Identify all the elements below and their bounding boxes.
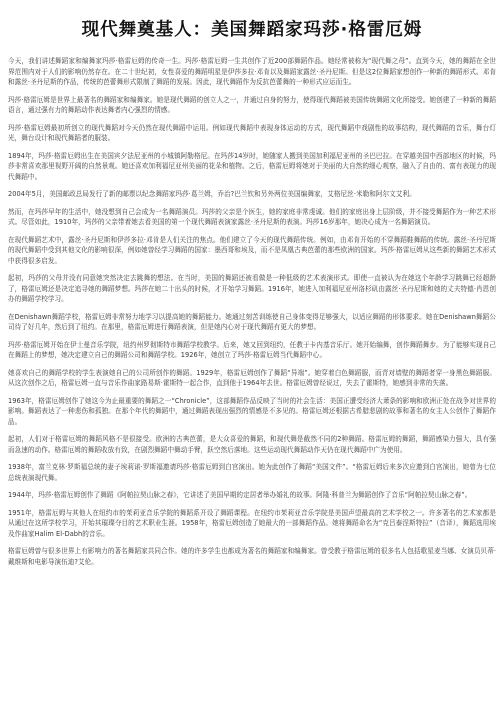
- article-body: [8, 56, 496, 567]
- article-paragraph: 1944年，玛莎·格雷厄姆创作了舞蹈《阿帕拉契山脉之春》，它讲述了美国早期的定居者举办婚礼的故事。阿隆·科普兰为舞蹈创作了音乐“阿帕拉契山脉之春”。: [8, 491, 472, 500]
- article-paragraph: 玛莎·格雷厄姆最初所创立的现代舞蹈对今天仍然在现代舞蹈中运用。例如现代舞蹈中表现身体运动的方式，现代舞蹈中戏剧性的故事结构，现代舞蹈的音乐，舞台灯光，舞台设计和现代舞蹈者的服装。: [8, 123, 496, 143]
- article-paragraph: 她喜欢自己的舞蹈学校的学生表演她自己的公司所创作的舞蹈。1929年，格雷厄姆创作了舞蹈“异端”。她穿着白色舞蹈服，而青对墙壁的舞蹈者穿一身黑色舞蹈服。从这次创作之后，格雷厄姆一直与音乐作曲家路易斯·霍斯特一起合作，直到他于1964年去世。格雷厄姆曾经说过，失去了霍斯特，她感到非常的失落。: [8, 368, 496, 388]
- article-paragraph: 玛莎·格雷厄姆是世界上最著名的舞蹈家和编舞家。她是现代舞蹈的创立人之一，并通过自身的努力，使得现代舞蹈被美国传统舞蹈文化所接受。她创建了一种新的舞蹈语言，通过强有力的舞蹈动作表达舞者内心强烈的情感。: [8, 95, 496, 115]
- article-paragraph: 在现代舞蹈艺术中，露丝·圣丹尼斯和伊莎多拉·邓肯是人们关注的焦点。他们建立了今天的现代舞蹈传统。例如，由邓肯开始的不穿舞蹈鞋舞蹈的传统。露丝·圣丹尼斯的现代舞蹈中受到其他文化的影响很深，例如她曾经学习舞蹈的国家：墨西哥和埃及，而不是凤凰古典芭蕾的那些欧洲的国家。玛莎·格雷厄姆从这些新的舞蹈艺术形式中获得很多启发。: [8, 235, 496, 265]
- article-title: 现代舞奠基人：美国舞蹈家玛莎·格雷厄姆: [81, 20, 423, 40]
- article-paragraph: 在Denishawn舞蹈学校，格雷厄姆非常努力地学习以提高她的舞蹈能力。她通过刻苦训练使自己身体变得足够强大，以适应舞蹈的形体要求。她在Denishawn舞蹈公司待了好几年，然后到了纽约。在那里，格雷厄姆进行舞蹈表演，但是她内心对于现代舞蹈有更大的梦想。: [8, 312, 496, 332]
- article-paragraph: 1963年，格雷厄姆创作了她这今为止最重要的舞蹈之一“Chronicle”，这部舞蹈作品反映了当时的社会生活：美国正遭受经济大萧条的影响和欧洲正处在战争对世界的影响。舞蹈表达了一种悲伤和孤独。在那个年代的舞蹈中，通过舞蹈表现出强烈的情感是不多见的。格雷厄姆还根据古希腊悲剧的故事和著名的女主人公创作了舞蹈作品。: [8, 396, 496, 426]
- article-paragraph: 今天，我们讲述舞蹈家和编舞家玛莎·格雷厄姆的传奇一生。玛莎·格雷厄姆一生共创作了近200部舞蹈作品。她经常被称为“现代舞之母”。直到今天，她的舞蹈在全世界范围内对于人们的影响仍然存在。在二十世纪初，女性喜爱的舞蹈明星是伊莎多拉·邓肯以及舞蹈家露丝·圣丹尼斯。但是这2位舞蹈家想创作一种新的舞蹈形式。邓肯和露丝·圣丹尼斯的作品，传统的芭蕾舞形式限制了舞蹈的发展。因此，现代舞蹈作为反抗芭蕾舞的一种形式应运而生。: [8, 57, 496, 87]
- article-paragraph: 玛莎·格雷厄姆开始在伊士曼音乐学院，纽约州罗彻斯特市舞蹈学校教学。后来，她又回到纽约，任教于卡内基音乐厅。她开始编舞，创作舞蹈舞步。为了能够实现自己在舞蹈上的梦想，她决定建立自己的舞蹈公司和舞蹈学校。1926年，她创立了玛莎·格雷厄姆当代舞蹈中心。: [8, 340, 496, 360]
- article-paragraph: 2004年5月，美国邮政总局发行了新的邮票以纪念舞蹈家玛莎·葛兰姆，乔治?巴兰钦和另外两位美国编舞家，艾格尼丝·米勒和阿尔文艾利。: [8, 190, 416, 199]
- article-paragraph: 起初，人们对于格雷厄姆的舞蹈风格不是很接受。欧洲的古典芭蕾，是大众喜爱的舞蹈，和现代舞是截然不同的2种舞蹈。格雷厄姆的舞蹈，舞蹈感染力强大，具有强而急速的动作。格雷厄姆的舞蹈收放有致，在剧烈舞蹈中舞动手臂，跃空然后落地。这些运动现代舞蹈动作天仍在现代舞蹈中广为使用。: [8, 435, 496, 454]
- article-paragraph: 1894年，玛莎·格雷厄姆出生在美国宾夕法尼亚州的小城镇阿勒格尼。在玛莎14岁时，她随家人搬到美国加利福尼亚州的圣巴巴拉。在穿越美国中西部地区的时候，玛莎非常喜欢那里视野开阔的自然景观。她还喜欢加利福尼亚州美丽的花朵和植物。之后，格雷厄姆将她对于美丽的大自然的细心观察，融入了自由的、富有表现力的现代舞蹈中。: [8, 151, 496, 181]
- article-paragraph: 格雷厄姆曾与很多世界上有影响力的著名舞蹈家共同合作。她的许多学生也都成为著名的舞蹈家和编舞家。曾受教于格雷厄姆的很多名人包括歌星麦当娜、女演员贝蒂·戴维斯和电影导演伍迪?艾伦。: [8, 547, 496, 566]
- article-paragraph: 然而，在玛莎早年的生活中，她没想到自己会成为一名舞蹈演员。玛莎的父亲是个医生，她的家庭非常虔诚。他们的家庭出身上层阶级，并不接受舞蹈作为一种艺术形式。尽管如此，1910年，玛莎的父亲带着她去看美国的第一个现代舞蹈表演家露丝·圣丹尼斯的表演。玛莎16岁那年，她决心成为一名舞蹈演员。: [8, 207, 496, 227]
- article-paragraph: 1938年，富兰克林·罗斯福总统的妻子埃莉诺·罗斯福邀请玛莎·格雷厄姆到白宫演出。她为此创作了舞蹈“美国文件”。“格雷厄姆后来多次应邀到白宫演出，她曾为七位总统表演现代舞。: [8, 463, 496, 482]
- article-paragraph: 起初，玛莎的父母并没有同意她突然决定去跳舞的想法。在当时，美国的舞蹈还被看做是一种低级的艺术表演形式。即使一直被认为在她这个年龄学习跳舞已经超龄了，格雷厄姆还是决定追寻她的舞蹈梦想。玛莎在她二十出头的时候，才开始学习舞蹈。1916年，她进入加利福尼亚州洛杉矶由露丝·圣丹尼斯和她的丈夫特德·肖恩创办的舞蹈学校学习。: [8, 274, 496, 304]
- article-paragraph: 1951年，格雷厄姆与其他人在纽约市的茱莉亚音乐学院的舞蹈系开设了舞蹈课程。在纽约市茱莉亚音乐学院是美国声望最高的艺术学校之一。许多著名的艺术家都是从通过在这所学校学习，开始其璀璨夺目的艺术职业生涯。1958年，格雷厄姆创造了她最大的一部舞蹈作品。她将舞蹈命名为“克吕泰涅斯特拉”（音译），舞蹈选用埃及作曲家Halim El-Dabh的音乐。: [8, 508, 496, 538]
